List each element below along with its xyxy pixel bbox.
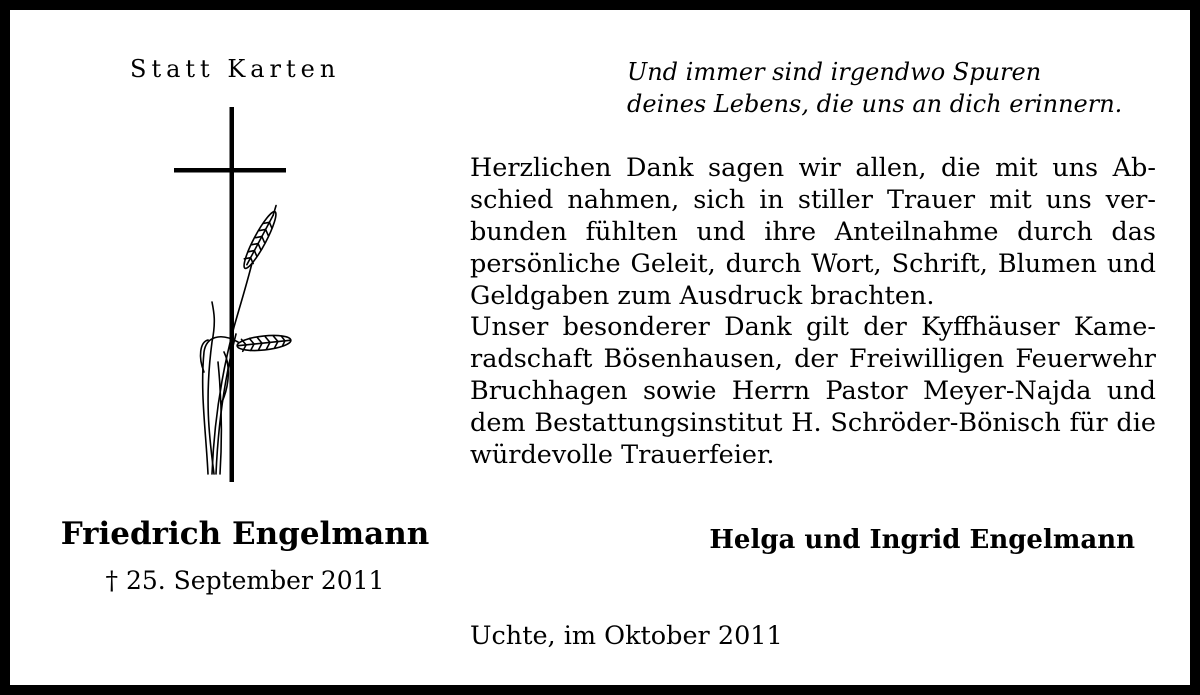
family-signature: Helga und Ingrid Engelmann	[709, 525, 1135, 555]
death-date: † 25. September 2011	[105, 566, 385, 595]
paragraph-1-line: bunden fühlten und ihre Anteilnahme durch das	[470, 217, 1156, 247]
thanks-paragraph-2	[470, 311, 1156, 471]
wheat-icon	[201, 204, 292, 474]
paragraph-1-line: persönliche Geleit, durch Wort, Schrift, Blumen und	[470, 249, 1156, 279]
deceased-name: Friedrich Engelmann	[60, 516, 430, 552]
cross-icon	[174, 107, 286, 482]
motto-line-1: Und immer sind irgendwo Spuren	[627, 58, 1042, 86]
paragraph-2-line: dem Bestattungsinstitut H. Schröder-Bönisch für die	[470, 408, 1156, 438]
paragraph-2-line: würdevolle Trauerfeier.	[470, 440, 775, 470]
paragraph-1-line: schied nahmen, sich in stiller Trauer mit uns ver-	[470, 185, 1156, 215]
thanks-paragraph-1	[470, 152, 1156, 312]
paragraph-2-line: Unser besonderer Dank gilt der Kyffhäuser Kame-	[470, 312, 1156, 342]
statt-karten-heading: Statt Karten	[130, 55, 341, 83]
paragraph-1-line: Herzlichen Dank sagen wir allen, die mit uns Ab-	[470, 153, 1156, 183]
paragraph-2-line: Bruchhagen sowie Herrn Pastor Meyer-Najda und	[470, 376, 1156, 406]
place-and-date: Uchte, im Oktober 2011	[470, 621, 783, 651]
cross-with-wheat-artwork	[160, 102, 300, 487]
motto-line-2: deines Lebens, die uns an dich erinnern.	[627, 90, 1123, 118]
motto-quote	[627, 56, 1122, 120]
paragraph-2-line: radschaft Bösenhausen, der Freiwilligen Feuerwehr	[470, 344, 1156, 374]
paragraph-1-line: Geldgaben zum Ausdruck brachten.	[470, 281, 935, 311]
